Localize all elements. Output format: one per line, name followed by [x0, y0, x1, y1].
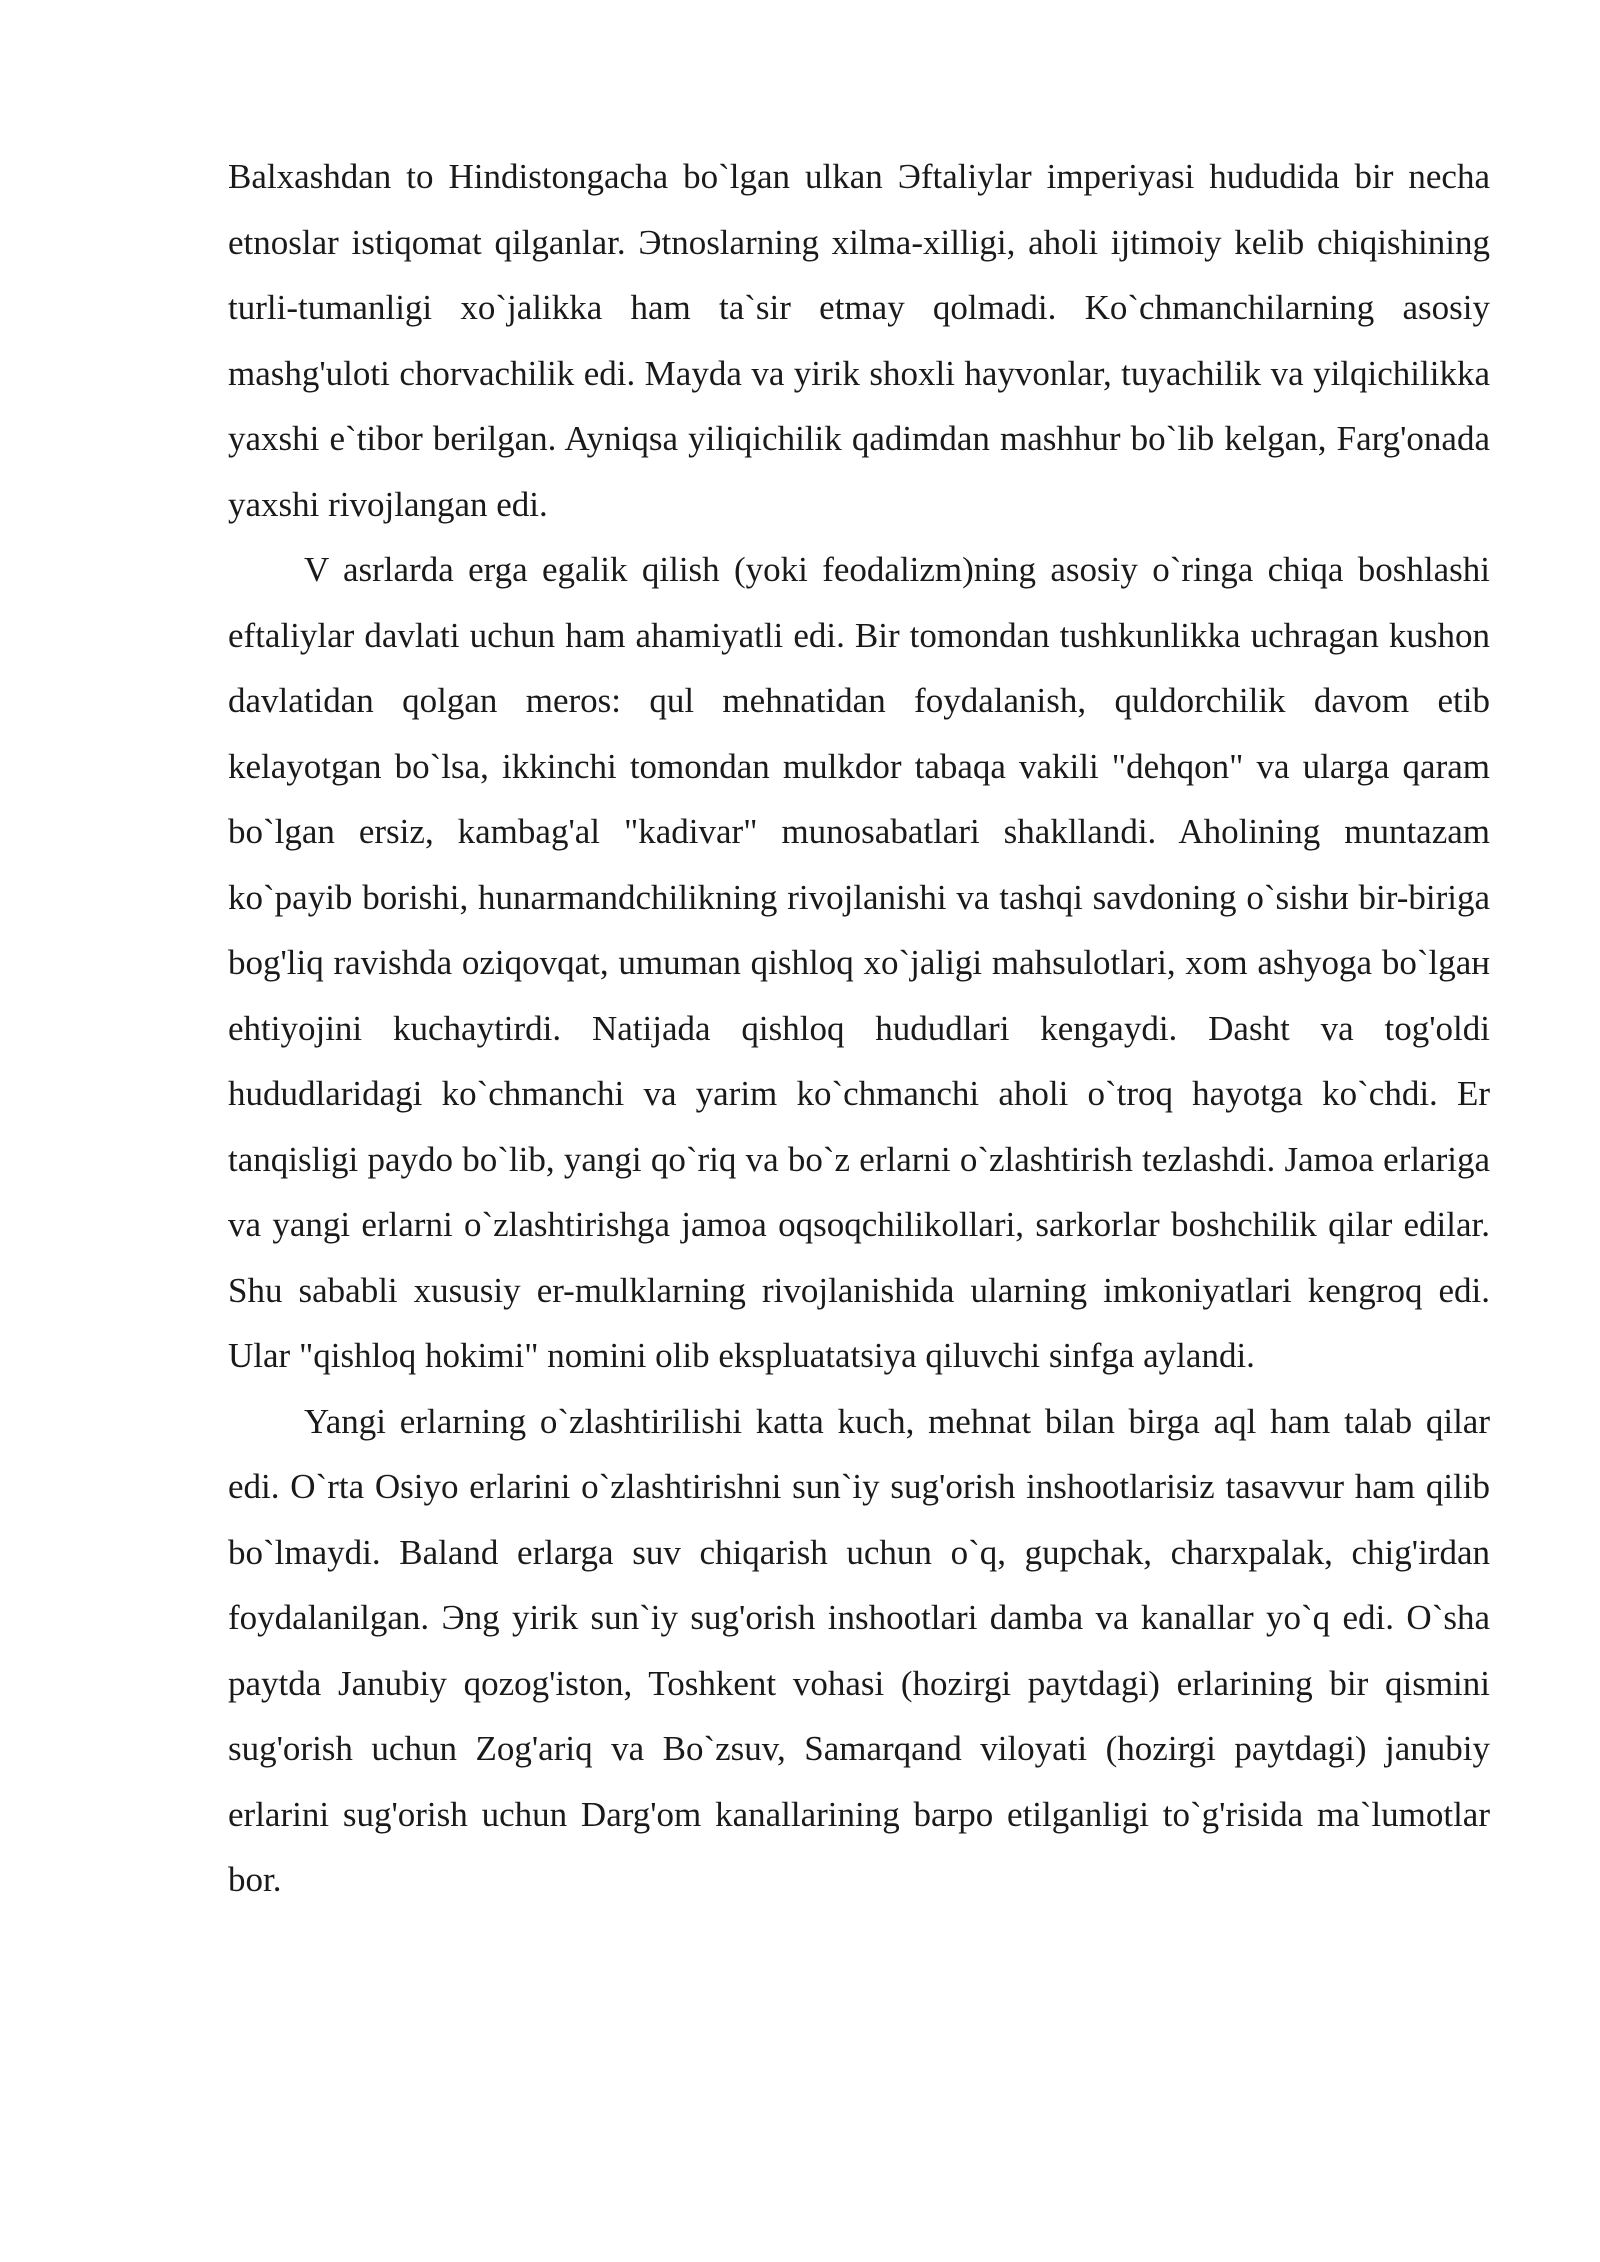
paragraph-1: Balxashdan to Hindistongacha bo`lgan ulkan Эftaliylar imperiyasi hududida bir necha etnoslar istiqomat qilganlar. Эtnoslarning xilma-xilligi, aholi ijtimoiy kelib chiqishining turli-tumanligi xo`jalikka ham ta`sir etmay qolmadi. Ko`chmanchilarning asosiy mashg'uloti chorvachilik edi. Mayda va yirik shoxli hayvonlar, tuyachilik va yilqichilikka yaxshi e`tibor berilgan. Ayniqsa yiliqichilik qadimdan mashhur bo`lib kelgan, Farg'onada yaxshi rivojlangan edi.	[228, 157, 1490, 524]
document-body	[228, 144, 1490, 1913]
paragraph-2: V asrlarda erga egalik qilish (yoki feodalizm)ning asosiy o`ringa chiqa boshlashi eftaliylar davlati uchun ham ahamiyatli edi. Bir tomondan tushkunlikka uchragan kushon davlatidan qolgan meros: qul mehnatidan foydalanish, quldorchilik davom etib kelayotgan bo`lsa, ikkinchi tomondan mulkdor tabaqa vakili "dehqon" va ularga qaram bo`lgan ersiz, kambag'al "kadivar" munosabatlari shakllandi. Aholining muntazam ko`payib borishi, hunarmandchilikning rivojlanishi va tashqi savdoning o`sishи bir-biriga bog'liq ravishda oziqovqat, umuman qishloq xo`jaligi mahsulotlari, xom ashyoga bo`lgaн ehtiyojini kuchaytirdi. Natijada qishloq hududlari kengaydi. Dasht va tog'oldi hududlaridagi ko`chmanchi va yarim ko`chmanchi aholi o`troq hayotga ko`chdi. Er tanqisligi paydo bo`lib, yangi qo`riq va bo`z erlarni o`zlashtirish tezlashdi. Jamoa erlariga va yangi erlarni o`zlashtirishga jamoa oqsoqchilikollari, sarkorlar boshchilik qilar edilar. Shu sababli xususiy er-mulklarning rivojlanishida ularning imkoniyatlari kengroq edi. Ular "qishloq hokimi" nomini olib ekspluatatsiya qiluvchi sinfga aylandi.	[228, 550, 1490, 1375]
paragraph-3: Yangi erlarning o`zlashtirilishi katta kuch, mehnat bilan birga aql ham talab qilar edi. O`rta Osiyo erlarini o`zlashtirishni sun`iy sug'orish inshootlarisiz tasavvur ham qilib bo`lmaydi. Baland erlarga suv chiqarish uchun o`q, gupchak, charxpalak, chig'irdan foydalanilgan. Эng yirik sun`iy sug'orish inshootlari damba va kanallar yo`q edi. O`sha paytda Janubiy qozog'iston, Toshkent vohasi (hozirgi paytdagi) erlarining bir qismini sug'orish uchun Zog'ariq va Bo`zsuv, Samarqand viloyati (hozirgi paytdagi) janubiy erlarini sug'orish uchun Darg'om kanallarining barpo etilganligi to`g'risida ma`lumotlar bor.	[228, 1401, 1490, 1899]
